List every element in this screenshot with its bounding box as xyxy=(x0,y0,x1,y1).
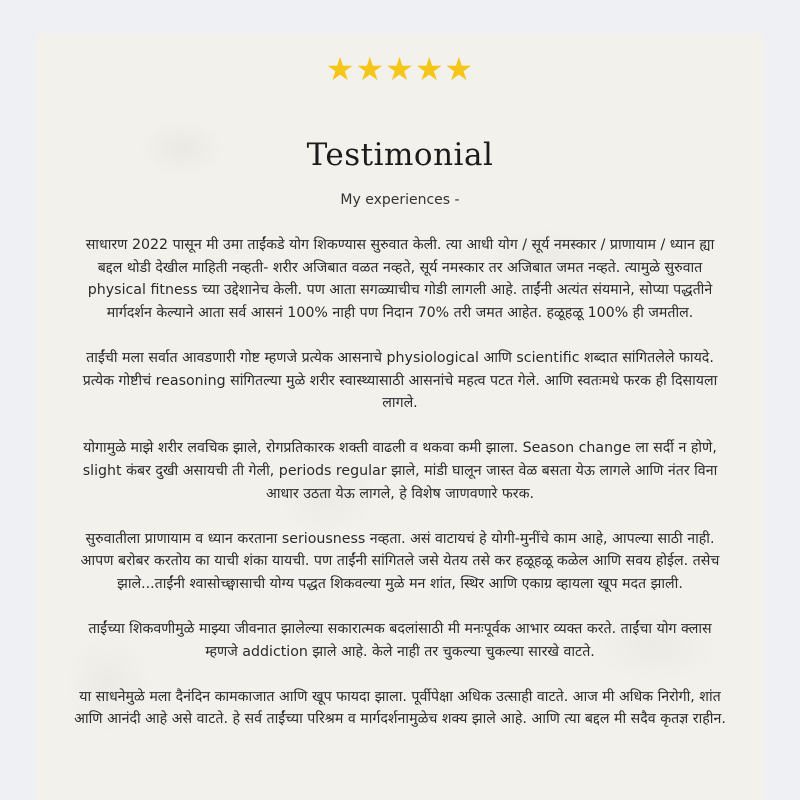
testimonial-card xyxy=(36,33,764,800)
page-title: Testimonial xyxy=(306,137,494,173)
testimonial-paragraph: ताईंची मला सर्वात आवडणारी गोष्ट म्हणजे प्रत्येक आसनाचे physiological आणि scientific शब्दात सांगितलेले फायदे. प्रत्येक गोष्टीचं reasoning सांगितल्या मुळे शरीर स्वास्थ्यासाठी आसनांचे महत्व पटत गेले. आणि स्वतःमधे फरक ही दिसायला लागले. xyxy=(82,349,718,412)
subtitle: My experiences - xyxy=(340,192,460,208)
testimonial-paragraph: ताईंच्या शिकवणीमुळे माझ्या जीवनात झालेल्या सकारात्मक बदलांसाठी मी मनःपूर्वक आभार व्यक्त करते. ताईंचा योग क्लास म्हणजे addiction झाले आहे. केले नाही तर चुकल्या चुकल्या सारखे वाटते. xyxy=(88,621,712,660)
testimonial-paragraph: सुरुवातीला प्राणायाम व ध्यान करताना seriousness नव्हता. असं वाटायचं हे योगी-मुनींचे काम आहे, आपल्या साठी नाही. आपण बरोबर करतोय का याची शंका यायची. पण ताईंनी सांगितले जसे येतय तसे कर हळूहळू कळेल आणि सवय होईल. तसेच झाले...ताईंनी श्वासोच्छ्वासाची योग्य पद्धत शिकवल्या मुळे मन शांत, स्थिर आणि एकाग्र व्हायला खूप मदत झाली. xyxy=(80,530,720,592)
star-rating-icon: ★★★★★ xyxy=(325,50,475,88)
testimonial-paragraph: या साधनेमुळे मला दैनंदिन कामकाजात आणि खूप फायदा झाला. पूर्वीपेक्षा अधिक उत्साही वाटते. आज मी अधिक निरोगी, शांत आणि आनंदी आहे असे वाटते. हे सर्व ताईंच्या परिश्रम व मार्गदर्शनामुळेच शक्य झाले आहे. आणि त्या बद्दल मी सदैव कृतज्ञ राहीन. xyxy=(74,688,726,728)
testimonial-paragraph: योगामुळे माझे शरीर लवचिक झाले, रोगप्रतिकारक शक्ती वाढली व थकवा कमी झाला. Season change ला सर्दी न होणे, slight कंबर दुखी असायची ती गेली, periods regular झाले, मांडी घालून जास्त वेळ बसता येऊ लागले आणि नंतर विना आधार उठता येऊ लागले, हे विशेष जाणवणारे फरक. xyxy=(82,440,718,502)
testimonial-paragraph: साधारण 2022 पासून मी उमा ताईंकडे योग शिकण्यास सुरुवात केली. त्या आधी योग / सूर्य नमस्कार / प्राणायाम / ध्यान ह्या बद्दल थोडी देखील माहिती नव्हती- शरीर अजिबात वळत नव्हते, सूर्य नमस्कार तर अजिबात जमत नव्हते. त्यामुळे सुरुवात physical fitness च्या उद्देशानेच केली. पण आता सगळ्याचीच गोडी लागली आहे. ताईंनी अत्यंत संयमाने, सोप्या पद्धतीने मार्गदर्शन केल्याने आता सर्व आसनं 100% नाही पण निदान 70% तरी जमत आहेत. हळूहळू 100% ही जमतील. xyxy=(85,237,715,321)
testimonial-body xyxy=(72,234,728,754)
